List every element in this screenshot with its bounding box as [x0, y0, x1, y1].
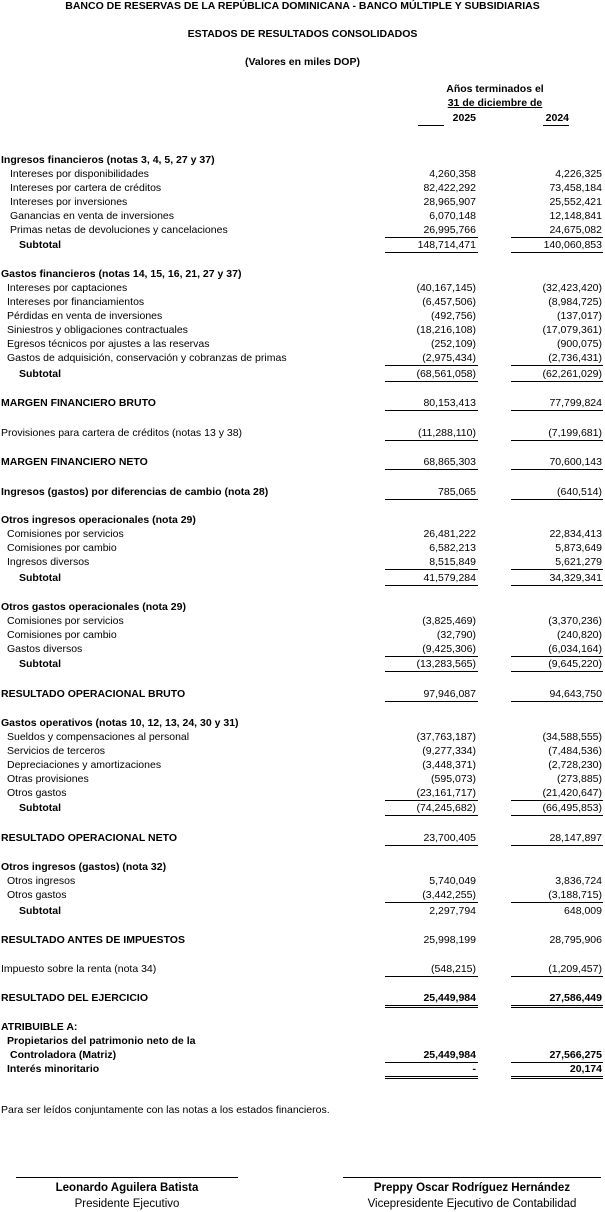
subtotal-row-value-2025: 148,714,471: [417, 239, 476, 251]
subtotal-row-value-2025: (74,245,682): [416, 802, 476, 814]
total-underline: [511, 1076, 603, 1079]
total-row-value-2024: 27,586,449: [549, 992, 602, 1004]
signer-1-name: Leonardo Aguilera Batista: [55, 1182, 199, 1194]
line-item-label: Egresos técnicos por ajustes a las reservas: [7, 338, 210, 350]
line-item-label: Gastos de adquisición, conservación y cobranzas de primas: [7, 352, 287, 364]
line-item-value-2025: (18,216,108): [416, 324, 476, 336]
subtotal-row-value-2025: (68,561,058): [416, 368, 476, 380]
total-underline: [385, 237, 478, 238]
subtotal-row-value-2024: (62,261,029): [542, 368, 602, 380]
line-item-value-2025: 4,260,358: [429, 168, 476, 180]
total-underline: [511, 976, 603, 977]
line-item-value-2024: (7,484,536): [548, 745, 602, 757]
subtotal-row-label: Subtotal: [19, 572, 61, 584]
subtotal-row-label: Subtotal: [19, 658, 61, 670]
line-item-value-2024: 5,621,279: [555, 556, 602, 568]
signer-1-title: Presidente Ejecutivo: [74, 1198, 180, 1210]
line-item-label: Siniestros y obligaciones contractuales: [7, 324, 188, 336]
line-item-value-2025: (548,215): [431, 963, 476, 975]
line-item-label: Comisiones por cambio: [7, 542, 117, 554]
total-row-value-2024: 94,643,750: [549, 688, 602, 700]
line-item-label: Provisiones para cartera de créditos (notas 13 y 38): [1, 427, 243, 439]
footnote: Para ser leídos conjuntamente con las notas a los estados financieros.: [1, 1104, 330, 1116]
line-item-value-2025: 82,422,292: [423, 182, 476, 194]
total-row-value-2025: 80,153,413: [423, 397, 476, 409]
line-item-value-2025: (9,277,334): [422, 745, 476, 757]
line-item-value-2025: (595,073): [431, 773, 476, 785]
line-item-value-2025: (492,756): [431, 310, 476, 322]
total-underline: [511, 469, 603, 470]
line-item-value-2024: (900,075): [557, 338, 602, 350]
line-item-value-2024: 12,148,841: [549, 210, 602, 222]
total-underline: [511, 365, 603, 366]
section-heading-label: Otros ingresos (gastos) (nota 32): [1, 861, 167, 873]
line-item-value-2024: 25,552,421: [549, 196, 602, 208]
total-row-label: Ingresos (gastos) por diferencias de cambio (nota 28): [1, 486, 269, 498]
total-row-value-2024: (640,514): [557, 486, 602, 498]
line-item-label: Comisiones por cambio: [7, 629, 117, 641]
total-row-value-2024: 28,147,897: [549, 832, 602, 844]
total-underline: [385, 365, 478, 366]
total-underline: [511, 585, 603, 586]
line-item-value-2024: 4,226,325: [555, 168, 602, 180]
statement-title: ESTADOS DE RESULTADOS CONSOLIDADOS: [187, 28, 418, 40]
line-item-value-2025: (3,448,371): [422, 759, 476, 771]
section-heading-label: Otros gastos operacionales (nota 29): [1, 601, 186, 613]
total-row-label: RESULTADO ANTES DE IMPUESTOS: [1, 934, 185, 946]
total-row-label: MARGEN FINANCIERO NETO: [1, 456, 148, 468]
line-item-value-2025: (6,457,506): [422, 296, 476, 308]
total-underline: [385, 976, 478, 977]
line-item-label: Otros gastos: [7, 889, 67, 901]
total-underline: [511, 671, 603, 672]
line-item-label: Otras provisiones: [7, 773, 89, 785]
subtotal-row-value-2025: (13,283,565): [416, 658, 476, 670]
line-item-label: Comisiones por servicios: [7, 615, 124, 627]
line-item-label: Impuesto sobre la renta (nota 34): [1, 963, 157, 975]
line-item-label: Servicios de terceros: [7, 745, 106, 757]
line-item-label: Interés minoritario: [7, 1063, 100, 1075]
total-row-value-2025: 25,449,984: [423, 992, 476, 1004]
year-2024-header: 2024: [545, 112, 569, 124]
line-item-value-2024: (2,728,230): [548, 759, 602, 771]
line-item-value-2024: (1,209,457): [548, 963, 602, 975]
line-item-value-2025: 6,070,148: [429, 210, 476, 222]
total-row-value-2024: 77,799,824: [549, 397, 602, 409]
total-row-value-2025: 25,998,199: [423, 934, 476, 946]
line-item-value-2025: (3,825,469): [422, 615, 476, 627]
line-item-value-2025: (3,442,255): [422, 889, 476, 901]
subtotal-row-value-2024: (66,495,853): [542, 802, 602, 814]
total-underline: [511, 800, 603, 801]
section-heading-label: Otros ingresos operacionales (nota 29): [1, 514, 196, 526]
line-item-value-2025: (2,975,434): [422, 352, 476, 364]
total-underline: [511, 656, 603, 657]
subtotal-row-label: Subtotal: [19, 905, 61, 917]
line-item-value-2024: 20,174: [569, 1063, 602, 1075]
signer-2-name: Preppy Oscar Rodríguez Hernández: [373, 1182, 571, 1194]
total-row-label: RESULTADO OPERACIONAL BRUTO: [1, 688, 186, 700]
line-item-value-2024: (273,885): [557, 773, 602, 785]
line-item-value-2025: (11,288,110): [418, 427, 476, 439]
line-item-value-2025: 8,515,849: [429, 556, 476, 568]
total-underline: [385, 1005, 478, 1008]
line-item-label: Intereses por disponibilidades: [10, 168, 149, 180]
total-underline: [511, 701, 603, 702]
total-underline: [385, 585, 478, 586]
line-item-value-2025: (37,763,187): [416, 731, 476, 743]
line-item-value-2024: 73,458,184: [549, 182, 602, 194]
period-line-1: Años terminados el: [446, 83, 544, 95]
line-item-value-2024: 24,675,082: [549, 224, 602, 236]
section-heading-label: Ingresos financieros (notas 3, 4, 5, 27 y 37): [1, 154, 215, 166]
line-item-value-2024: (32,423,420): [542, 282, 602, 294]
total-row-value-2025: 23,700,405: [423, 832, 476, 844]
total-row-label: RESULTADO OPERACIONAL NETO: [1, 832, 177, 844]
line-item-label: Intereses por inversiones: [10, 196, 128, 208]
total-underline: [511, 499, 603, 500]
line-item-label: Ganancias en venta de inversiones: [10, 210, 175, 222]
line-item-value-2024: (240,820): [557, 629, 602, 641]
line-item-value-2024: (137,017): [557, 310, 602, 322]
subtotal-row-value-2024: 34,329,341: [549, 572, 602, 584]
line-item-value-2024: 3,836,724: [555, 875, 602, 887]
subtotal-row-label: Subtotal: [19, 239, 61, 251]
total-underline: [385, 656, 478, 657]
line-item-value-2025: 25,449,984: [423, 1049, 476, 1061]
total-row-value-2025: 68,865,303: [423, 456, 476, 468]
line-item-value-2025: (32,790): [436, 629, 476, 641]
subtotal-row-value-2024: 140,060,853: [543, 239, 602, 251]
line-item-label: Propietarios del patrimonio neto de la: [7, 1035, 196, 1047]
line-item-value-2025: (23,161,717): [416, 787, 476, 799]
total-underline: [385, 410, 478, 411]
line-item-value-2024: (17,079,361): [542, 324, 602, 336]
subtotal-row-label: Subtotal: [19, 802, 61, 814]
signature-line-1: [16, 1177, 238, 1178]
total-underline: [511, 440, 603, 441]
total-underline: [385, 671, 478, 672]
line-item-label: Otros gastos: [7, 787, 67, 799]
total-underline: [385, 569, 478, 570]
line-item-label: Sueldos y compensaciones al personal: [7, 731, 190, 743]
total-underline: [385, 902, 478, 903]
total-row-value-2024: 70,600,143: [549, 456, 602, 468]
total-underline: [511, 381, 603, 382]
total-underline: [385, 800, 478, 801]
total-underline: [385, 701, 478, 702]
subtotal-row-value-2024: 648,009: [564, 905, 602, 917]
total-row-value-2024: 28,795,906: [549, 934, 602, 946]
subtotal-row-value-2025: 41,579,284: [423, 572, 476, 584]
total-underline: [385, 499, 478, 500]
line-item-value-2024: (3,188,715): [548, 889, 602, 901]
line-item-value-2025: 5,740,049: [429, 875, 476, 887]
line-item-value-2025: (40,167,145): [416, 282, 476, 294]
total-row-value-2025: 785,065: [438, 486, 476, 498]
line-item-value-2024: (8,984,725): [548, 296, 602, 308]
line-item-label: Intereses por financiamientos: [7, 296, 145, 308]
total-underline: [385, 440, 478, 441]
section-heading-label: Gastos financieros (notas 14, 15, 16, 21, 27 y 37): [1, 268, 242, 280]
signer-2-title: Vicepresidente Ejecutivo de Contabilidad: [367, 1198, 577, 1210]
line-item-value-2025: -: [472, 1063, 476, 1075]
units-note: (Valores en miles DOP): [245, 56, 360, 68]
line-item-label: Pérdidas en venta de inversiones: [7, 310, 163, 322]
section-heading-label: Gastos operativos (notas 10, 12, 13, 24, 30 y 31): [1, 717, 239, 729]
line-item-value-2025: 6,582,213: [429, 542, 476, 554]
total-underline: [511, 410, 603, 411]
total-row-label: MARGEN FINANCIERO BRUTO: [1, 397, 156, 409]
line-item-label: Primas netas de devoluciones y cancelaciones: [10, 224, 228, 236]
total-row-value-2025: 97,946,087: [423, 688, 476, 700]
line-item-label: Intereses por captaciones: [7, 282, 128, 294]
total-underline: [385, 252, 478, 253]
total-underline: [511, 902, 603, 903]
line-item-label: Comisiones por servicios: [7, 528, 124, 540]
company-title: BANCO DE RESERVAS DE LA REPÚBLICA DOMINICANA - BANCO MÚLTIPLE Y SUBSIDIARIAS: [65, 0, 540, 12]
total-underline: [511, 845, 603, 846]
total-underline: [511, 237, 603, 238]
line-item-value-2024: 22,834,413: [549, 528, 602, 540]
line-item-value-2024: (6,034,164): [548, 643, 602, 655]
signature-line-2: [343, 1177, 601, 1178]
line-item-value-2024: (34,588,555): [542, 731, 602, 743]
line-item-label: Depreciaciones y amortizaciones: [7, 759, 162, 771]
line-item-value-2024: (21,420,647): [542, 787, 602, 799]
line-item-value-2024: 27,566,275: [549, 1049, 602, 1061]
subtotal-row-value-2024: (9,645,220): [548, 658, 602, 670]
year-2024-underline: [543, 125, 569, 126]
line-item-value-2025: 28,965,907: [423, 196, 476, 208]
line-item-value-2024: (7,199,681): [548, 427, 602, 439]
total-underline: [511, 1005, 603, 1008]
line-item-value-2024: 5,873,649: [555, 542, 602, 554]
line-item-value-2025: 26,995,766: [423, 224, 476, 236]
total-underline: [511, 815, 603, 816]
total-underline: [511, 569, 603, 570]
line-item-value-2025: (9,425,306): [422, 643, 476, 655]
section-heading-label: ATRIBUIBLE A:: [1, 1021, 78, 1033]
subtotal-row-label: Subtotal: [19, 368, 61, 380]
total-underline: [385, 845, 478, 846]
subtotal-row-value-2025: 2,297,794: [429, 905, 476, 917]
total-underline: [511, 252, 603, 253]
total-row-label: RESULTADO DEL EJERCICIO: [1, 992, 149, 1004]
total-underline: [385, 381, 478, 382]
line-item-label: Intereses por cartera de créditos: [10, 182, 162, 194]
period-line-2: 31 de diciembre de: [447, 97, 543, 109]
line-item-value-2024: (3,370,236): [548, 615, 602, 627]
line-item-value-2025: (252,109): [431, 338, 476, 350]
year-2025-header: 2025: [452, 112, 476, 124]
total-underline: [385, 1076, 478, 1079]
line-item-label: Controladora (Matriz): [10, 1049, 117, 1061]
line-item-label: Ingresos diversos: [7, 556, 90, 568]
total-underline: [385, 469, 478, 470]
total-underline: [385, 815, 478, 816]
year-2025-underline: [418, 125, 444, 126]
line-item-label: Gastos diversos: [7, 643, 83, 655]
line-item-value-2025: 26,481,222: [423, 528, 476, 540]
line-item-value-2024: (2,736,431): [548, 352, 602, 364]
line-item-label: Otros ingresos: [7, 875, 76, 887]
